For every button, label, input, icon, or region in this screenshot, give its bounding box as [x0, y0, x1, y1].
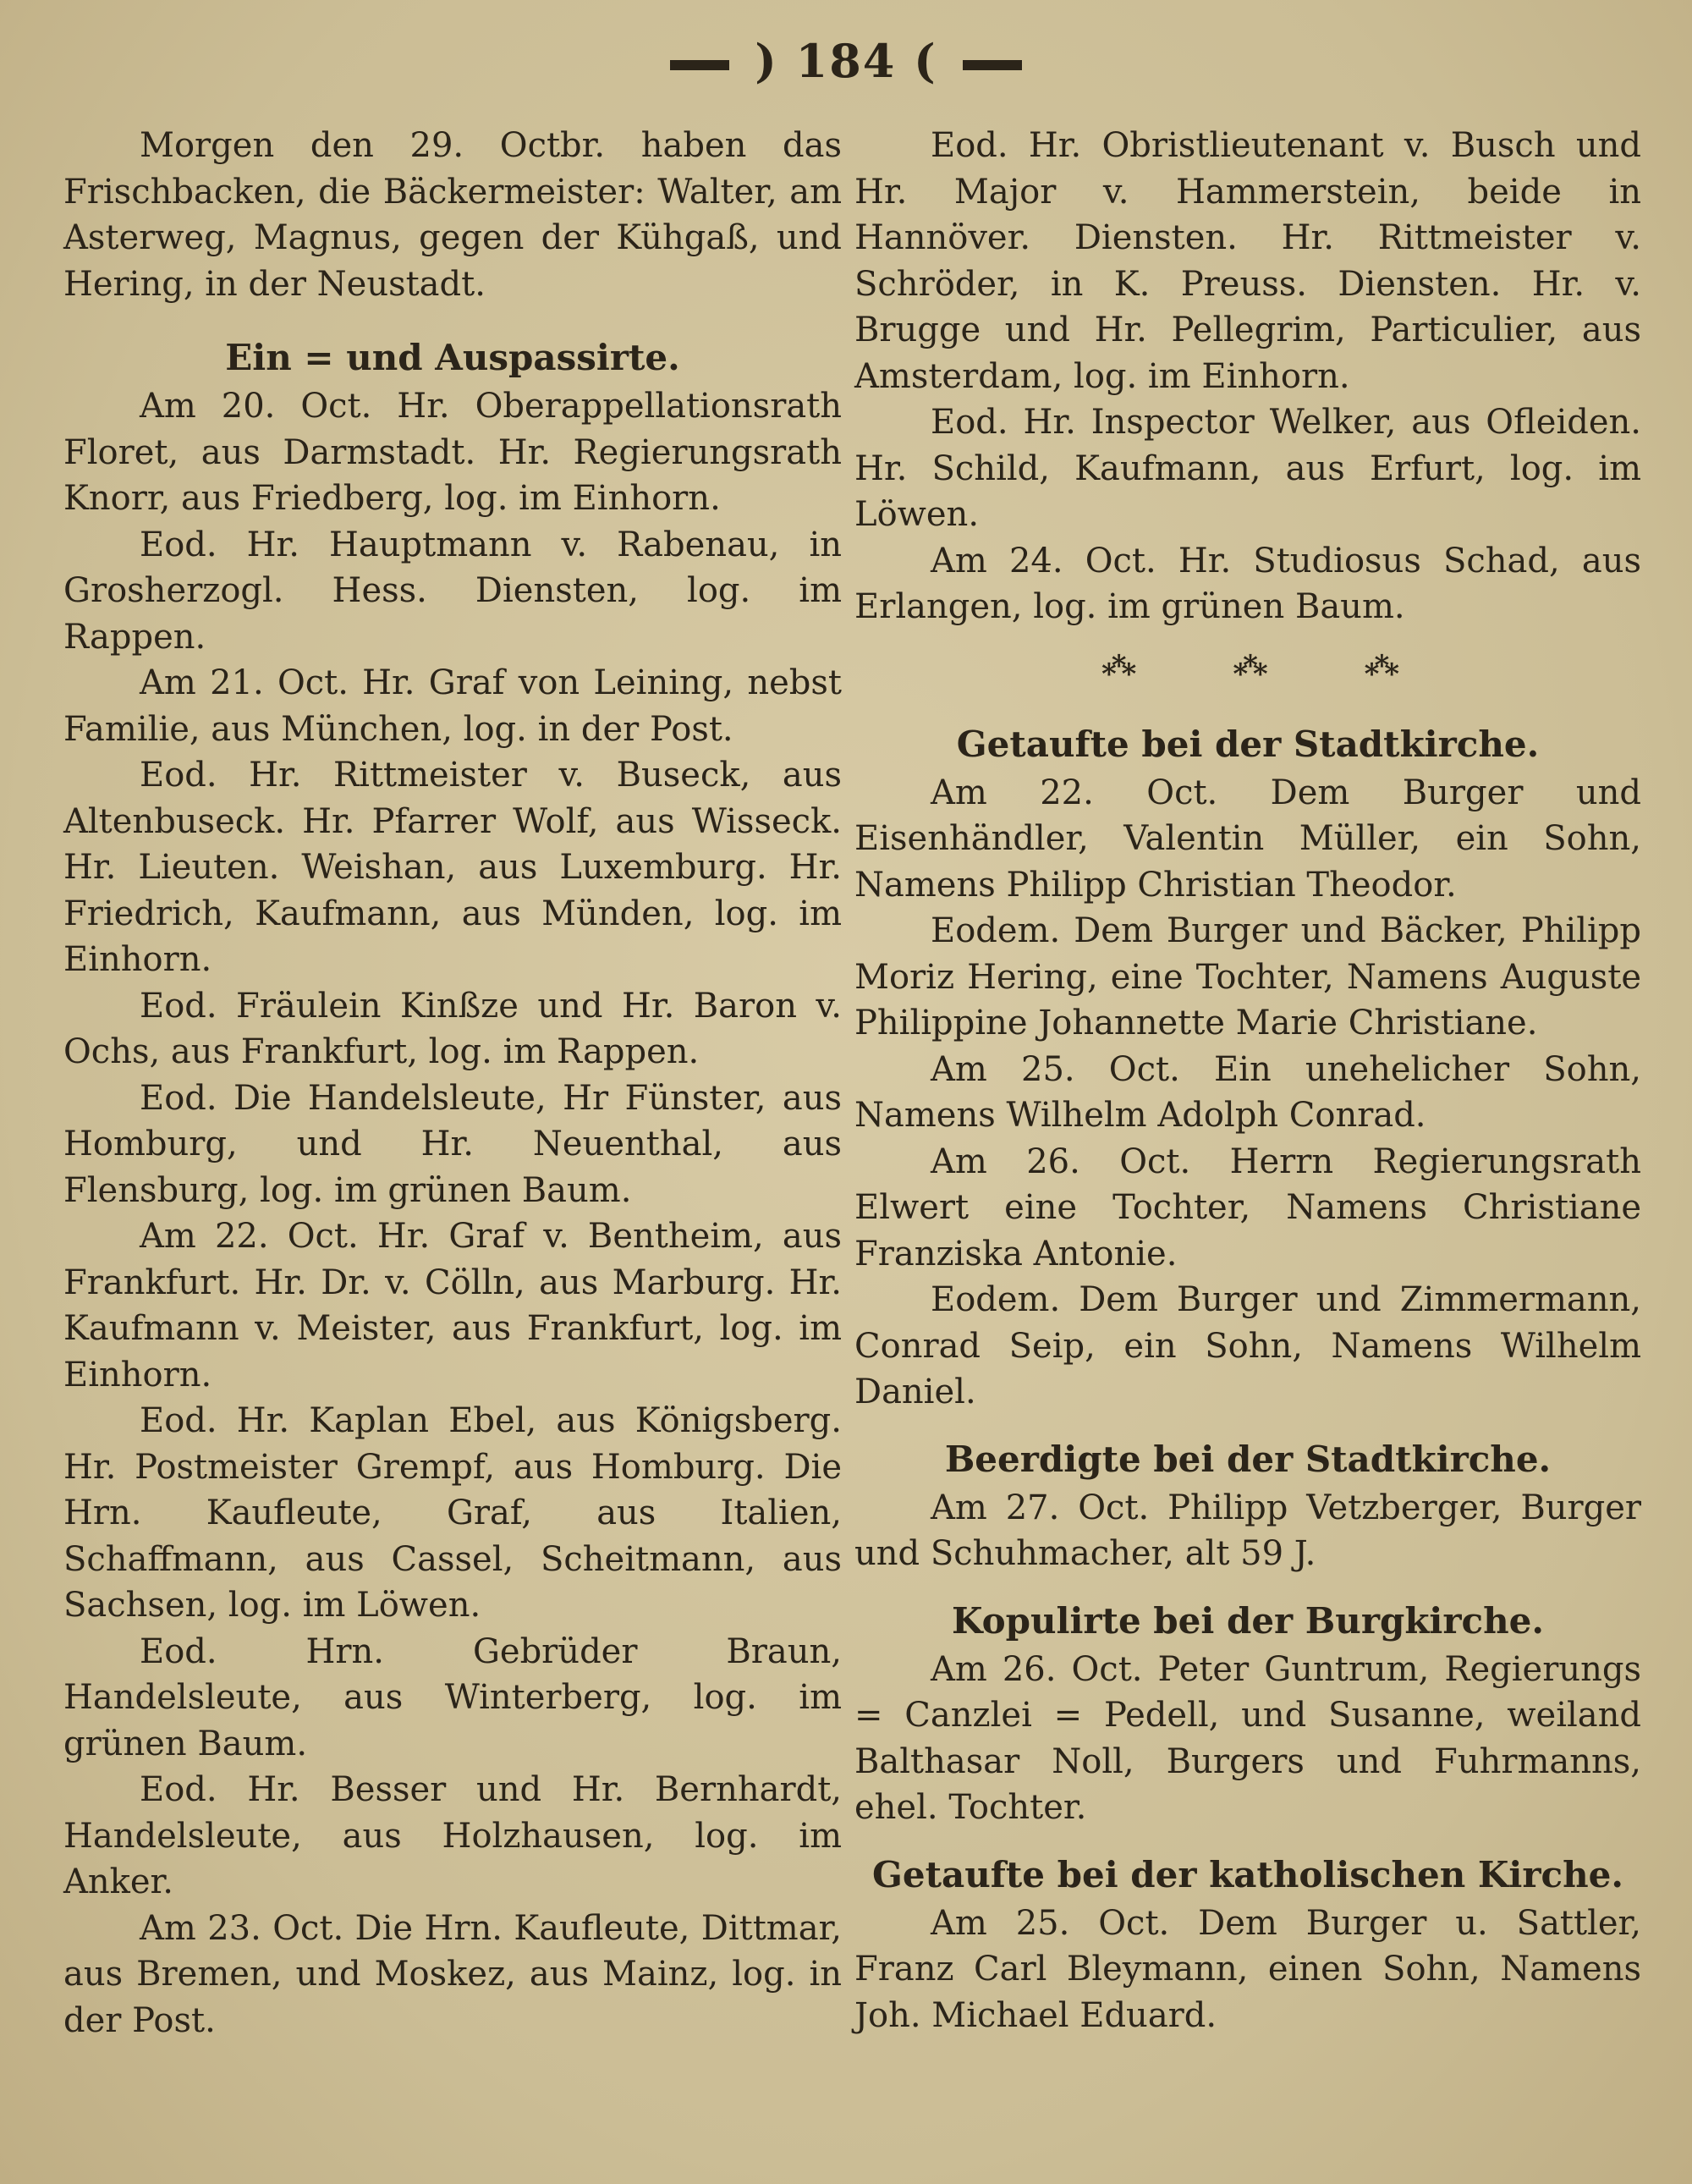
section-heading-baptisms-catholic: Getaufte bei der katholischen Kirche.: [872, 1853, 1623, 1895]
traveller-entry: Eod. Hrn. Gebrüder Braun, Handelsleute, aus Winterberg, log. im grünen Baum.: [63, 1631, 842, 1763]
traveller-entry: Eod. Hr. Inspector Welker, aus Ofleiden. Hr. Schild, Kaufmann, aus Erfurt, log. im Löwen.: [854, 403, 1641, 534]
traveller-entry: Am 20. Oct. Hr. Oberappellationsrath Floret, aus Darmstadt. Hr. Regierungsrath Knorr, aus Friedberg, log. im Einhorn.: [63, 387, 842, 518]
record-entry: Am 26. Oct. Peter Guntrum, Regierungs = Canzlei = Pedell, und Susanne, weiland Balthasar Noll, Burgers und Fuhrmanns, ehel. Tochter.: [854, 1649, 1641, 1827]
section-heading-travellers: Ein = und Auspassirte.: [225, 337, 680, 378]
traveller-entry: Am 22. Oct. Hr. Graf v. Bentheim, aus Frankfurt. Hr. Dr. v. Cölln, aus Marburg. Hr. Kaufmann v. Meister, aus Frankfurt, log. im Einhorn.: [63, 1217, 842, 1395]
section-heading-marriages-burgkirche: Kopulirte bei der Burgkirche.: [952, 1599, 1544, 1642]
section-heading-burials-stadtkirche: Beerdigte bei der Stadtkirche.: [944, 1438, 1552, 1480]
baking-notice: Morgen den 29. Octbr. haben das Frischbacken, die Bäckermeister: Walter, am Asterweg, Magnus, gegen der Kühgaß, und Hering, in der Neustadt.: [63, 126, 842, 304]
asterism-icon: ***: [1233, 649, 1263, 691]
traveller-entry: Am 21. Oct. Hr. Graf von Leining, nebst Familie, aus München, log. in der Post.: [63, 663, 842, 749]
traveller-entry: Eod. Hr. Kaplan Ebel, aus Königsberg. Hr. Postmeister Grempf, aus Homburg. Die Hrn. Kaufleute, Graf, aus Italien, Schaffmann, aus Cassel, Scheitmann, aus Sachsen, log. im Löwen.: [63, 1401, 842, 1625]
page-number: ) 184 (: [755, 34, 937, 88]
traveller-entry: Eod. Hr. Rittmeister v. Buseck, aus Altenbuseck. Hr. Pfarrer Wolf, aus Wisseck. Hr. Lieuten. Weishan, aus Luxemburg. Hr. Friedrich, Kaufmann, aus Münden, log. im Einhorn.: [63, 756, 842, 979]
record-entry: Eodem. Dem Burger und Zimmermann, Conrad Seip, ein Sohn, Namens Wilhelm Daniel.: [854, 1280, 1641, 1411]
record-entry: Am 27. Oct. Philipp Vetzberger, Burger und Schuhmacher, alt 59 J.: [854, 1488, 1641, 1573]
record-entry: Eodem. Dem Burger und Bäcker, Philipp Moriz Hering, eine Tochter, Namens Auguste Philippine Johannette Marie Christiane.: [854, 911, 1641, 1042]
traveller-entry: Eod. Hr. Obristlieutenant v. Busch und Hr. Major v. Hammerstein, beide in Hannöver. Diensten. Hr. Rittmeister v. Schröder, in K. Preuss. Diensten. Hr. v. Brugge und Hr. Pellegrim, Particulier, aus Amsterdam, log. im Einhorn.: [854, 126, 1641, 396]
record-entry: Am 25. Oct. Dem Burger u. Sattler, Franz Carl Bleymann, einen Sohn, Namens Joh. Michael Eduard.: [854, 1903, 1641, 2035]
header-rule-right: [963, 60, 1022, 70]
traveller-entry: Eod. Hr. Hauptmann v. Rabenau, in Grosherzogl. Hess. Diensten, log. im Rappen.: [63, 525, 842, 657]
section-heading-baptisms-stadtkirche: Getaufte bei der Stadtkirche.: [956, 723, 1540, 765]
traveller-entry: Eod. Hr. Besser und Hr. Bernhardt, Handelsleute, aus Holzhausen, log. im Anker.: [63, 1770, 842, 1901]
traveller-entry: Am 23. Oct. Die Hrn. Kaufleute, Dittmar, aus Bremen, und Moskez, aus Mainz, log. in der Post.: [63, 1908, 842, 2040]
record-entry: Am 25. Oct. Ein unehelicher Sohn, Namens Wilhelm Adolph Conrad.: [854, 1049, 1641, 1135]
record-entry: Am 22. Oct. Dem Burger und Eisenhändler, Valentin Müller, ein Sohn, Namens Philipp Christian Theodor.: [854, 773, 1641, 905]
asterism-divider: [854, 630, 1641, 719]
page-header: [0, 34, 1692, 93]
traveller-entry: Am 24. Oct. Hr. Studiosus Schad, aus Erlangen, log. im grünen Baum.: [854, 541, 1641, 626]
asterism-icon: ***: [1101, 649, 1132, 691]
record-entry: Am 26. Oct. Herrn Regierungsrath Elwert eine Tochter, Namens Christiane Franziska Antonie.: [854, 1142, 1641, 1274]
header-rule-left: [670, 60, 729, 70]
traveller-entry: Eod. Fräulein Kinßze und Hr. Baron v. Ochs, aus Frankfurt, log. im Rappen.: [63, 986, 842, 1071]
left-column: [63, 123, 842, 2044]
traveller-entry: Eod. Die Handelsleute, Hr Fünster, aus Homburg, und Hr. Neuenthal, aus Flensburg, log. im grünen Baum.: [63, 1078, 842, 1210]
right-column: [854, 123, 1641, 2038]
asterism-icon: ***: [1364, 649, 1395, 691]
